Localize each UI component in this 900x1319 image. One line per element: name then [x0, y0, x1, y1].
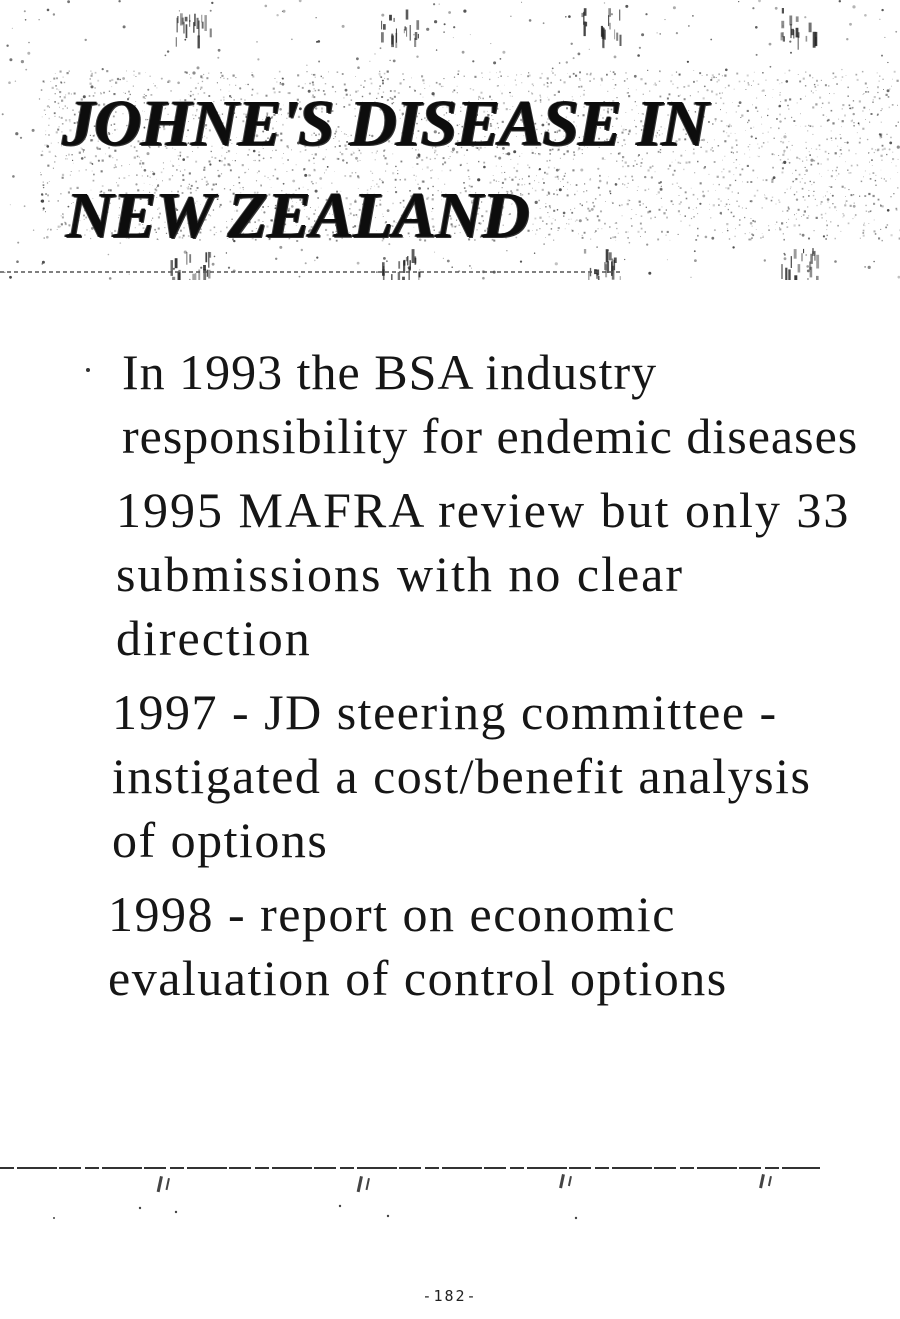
list-item	[108, 340, 868, 468]
bullet-text: 1997 - JD steering committee - instigated a cost/benefit analysis of options	[112, 684, 812, 868]
bullet-text: 1998 - report on economic evaluation of control options	[108, 886, 728, 1006]
bullet-text: 1995 MAFRA review but only 33 submissions with no clear direction	[116, 482, 851, 666]
title-line-2: NEW ZEALAND	[66, 179, 529, 252]
bottom-rule	[0, 1160, 900, 1230]
bottom-divider	[0, 1160, 900, 1230]
bullet-dot	[86, 368, 90, 372]
bullet-text: In 1993 the BSA industry responsibility for endemic diseases	[122, 344, 859, 464]
page-number: -182-	[422, 1287, 478, 1305]
list-item	[108, 680, 868, 872]
page-title	[62, 78, 882, 262]
list-item	[108, 882, 868, 1010]
list-item	[108, 478, 868, 670]
title-line-1: JOHNE'S DISEASE IN	[62, 87, 708, 160]
bullet-list	[108, 340, 868, 1020]
header-band	[0, 0, 900, 280]
